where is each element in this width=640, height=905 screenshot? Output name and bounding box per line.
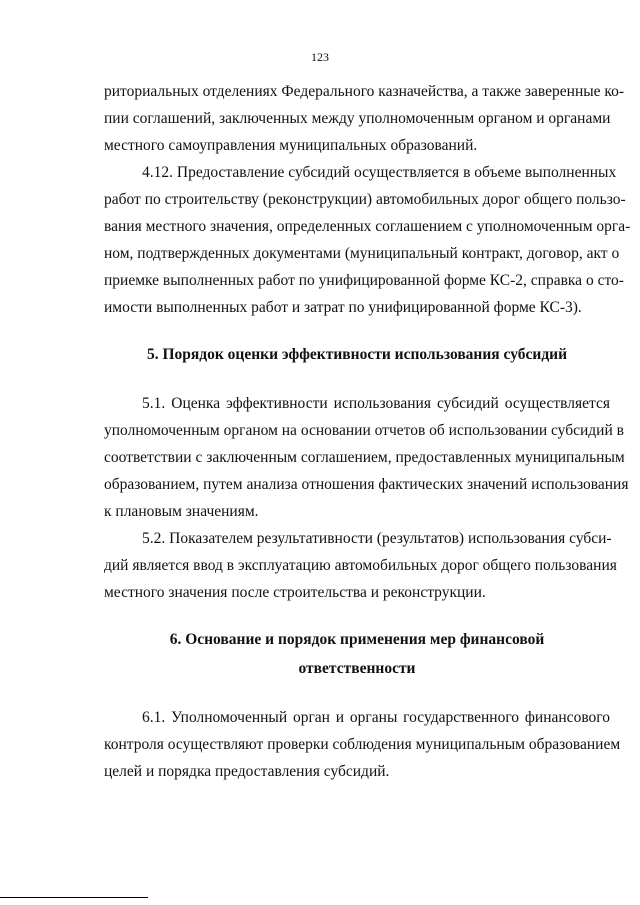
text-line: местного значения после строительства и реконструкции. xyxy=(104,584,486,601)
text-line: приемке выполненных работ по унифицированной форме КС-2, справка о сто- xyxy=(104,272,624,289)
text-line: имости выполненных работ и затрат по унифицированной форме КС-3). xyxy=(104,299,582,316)
text-line: целей и порядка предоставления субсидий. xyxy=(104,763,390,780)
section-6-heading-cont: ответственности xyxy=(298,660,416,677)
page-number: 123 xyxy=(311,50,329,64)
section-5-heading: 5. Порядок оценки эффективности использования субсидий xyxy=(146,346,568,363)
text-line: работ по строительству (реконструкции) автомобильных дорог общего пользо- xyxy=(104,191,626,208)
text-line: пии соглашений, заключенных между уполномоченным органом и органами xyxy=(104,110,611,127)
text-line: 4.12. Предоставление субсидий осуществляется в объеме выполненных xyxy=(142,164,617,181)
text-line: местного самоуправления муниципальных образований. xyxy=(104,137,478,154)
text-line: 6.1. Уполномоченный орган и органы государственного финансового xyxy=(142,709,610,726)
text-line: образованием, путем анализа отношения фактических значений использования xyxy=(104,476,629,493)
footnote-rule xyxy=(0,897,148,898)
text-line: дий является ввод в эксплуатацию автомобильных дорог общего пользования xyxy=(104,557,617,574)
text-line: к плановым значениям. xyxy=(104,503,259,520)
text-line: 5.1. Оценка эффективности использования субсидий осуществляется xyxy=(142,395,610,412)
text-line: контроля осуществляют проверки соблюдения муниципальным образованием xyxy=(104,736,621,753)
text-line: соответствии с заключенным соглашением, предоставленных муниципальным xyxy=(104,449,625,466)
text-line: 5.2. Показателем результативности (результатов) использования субси- xyxy=(142,530,612,547)
section-6-heading: 6. Основание и порядок применения мер финансовой xyxy=(169,631,545,648)
text-line: ном, подтвержденных документами (муниципальный контракт, договор, акт о xyxy=(104,245,620,262)
text-line: риториальных отделениях Федерального казначейства, а также заверенные ко- xyxy=(104,83,625,100)
text-line: вания местного значения, определенных соглашением с уполномоченным орга- xyxy=(104,218,631,235)
text-line: уполномоченным органом на основании отчетов об использовании субсидий в xyxy=(104,422,624,439)
